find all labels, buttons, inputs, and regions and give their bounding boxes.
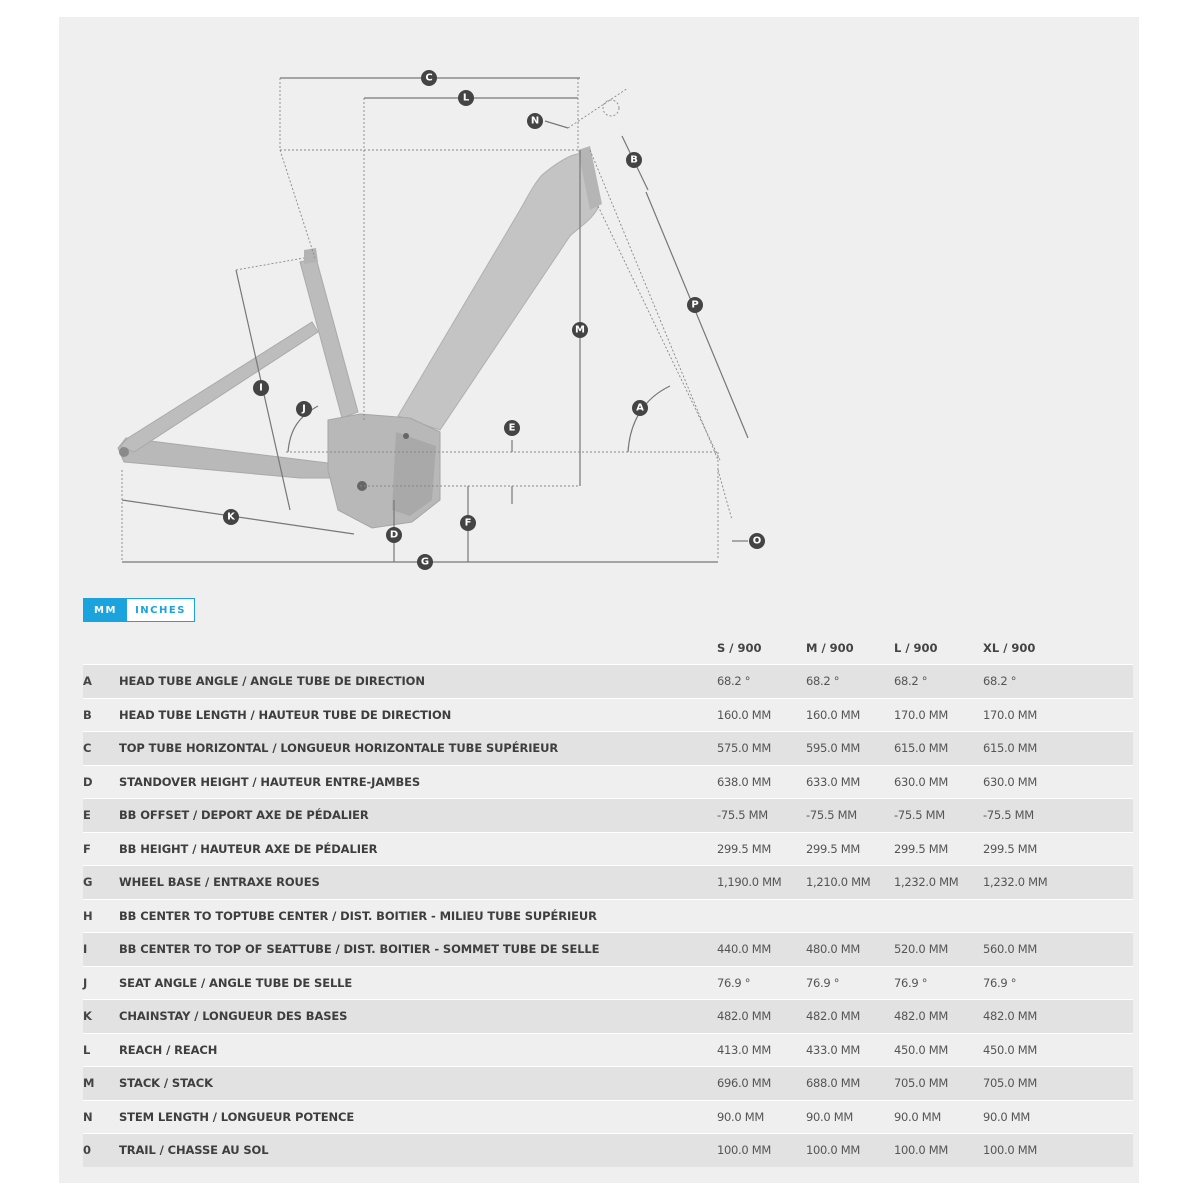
value-s: 638.0 MM xyxy=(717,765,806,799)
column-header-xl: XL / 900 xyxy=(983,641,1036,655)
value-s: 90.0 MM xyxy=(717,1100,806,1134)
table-row xyxy=(83,899,1133,933)
value-s: 482.0 MM xyxy=(717,1000,806,1034)
value-m xyxy=(806,899,894,933)
label-badge-i xyxy=(253,380,269,396)
value-m: 160.0 MM xyxy=(806,698,894,732)
value-xl: 615.0 MM xyxy=(983,732,1133,766)
header-empty xyxy=(83,632,119,665)
value-m: 482.0 MM xyxy=(806,1000,894,1034)
value-m: 299.5 MM xyxy=(806,832,894,866)
table-row xyxy=(83,832,1133,866)
svg-text:N: N xyxy=(530,115,540,127)
table-row xyxy=(83,698,1133,732)
svg-text:K: K xyxy=(227,511,235,523)
value-l: 482.0 MM xyxy=(894,1000,983,1034)
value-l: 68.2 ° xyxy=(894,665,983,699)
row-letter: F xyxy=(83,832,119,866)
row-letter: G xyxy=(83,866,119,900)
row-letter: C xyxy=(83,732,119,766)
value-s: 1,190.0 MM xyxy=(717,866,806,900)
unit-mm-button[interactable]: MM xyxy=(84,599,127,621)
label-badge-d xyxy=(386,527,402,543)
row-letter: B xyxy=(83,698,119,732)
value-l: 520.0 MM xyxy=(894,933,983,967)
value-s: 160.0 MM xyxy=(717,698,806,732)
svg-text:C: C xyxy=(425,72,433,84)
svg-text:O: O xyxy=(752,535,762,547)
label-badge-g xyxy=(417,554,433,570)
row-label: WHEEL BASE / ENTRAXE ROUES xyxy=(119,866,717,900)
value-xl: 1,232.0 MM xyxy=(983,866,1133,900)
svg-text:I: I xyxy=(259,382,263,394)
label-badge-b xyxy=(626,152,642,168)
row-letter: D xyxy=(83,765,119,799)
svg-text:E: E xyxy=(508,422,516,434)
svg-text:B: B xyxy=(630,154,638,166)
bike-frame xyxy=(118,146,602,528)
row-letter: 0 xyxy=(83,1134,119,1167)
table-row xyxy=(83,1033,1133,1067)
value-xl: 68.2 ° xyxy=(983,665,1133,699)
value-l: 450.0 MM xyxy=(894,1033,983,1067)
table-row xyxy=(83,933,1133,967)
column-header-l: L / 900 xyxy=(894,641,938,655)
column-header-m: M / 900 xyxy=(806,641,854,655)
table-row xyxy=(83,966,1133,1000)
row-label: STACK / STACK xyxy=(119,1067,717,1101)
value-l: 1,232.0 MM xyxy=(894,866,983,900)
table-row xyxy=(83,1100,1133,1134)
value-l: 100.0 MM xyxy=(894,1134,983,1167)
label-badge-p xyxy=(687,297,703,313)
column-header-s: S / 900 xyxy=(717,641,762,655)
value-m: 688.0 MM xyxy=(806,1067,894,1101)
svg-text:D: D xyxy=(389,529,399,541)
value-xl: 560.0 MM xyxy=(983,933,1133,967)
value-s xyxy=(717,899,806,933)
value-xl: 170.0 MM xyxy=(983,698,1133,732)
value-s: 76.9 ° xyxy=(717,966,806,1000)
value-l: 299.5 MM xyxy=(894,832,983,866)
label-badge-j xyxy=(296,401,312,417)
value-s: 100.0 MM xyxy=(717,1134,806,1167)
row-label: BB OFFSET / DEPORT AXE DE PÉDALIER xyxy=(119,799,717,833)
value-xl: 482.0 MM xyxy=(983,1000,1133,1034)
label-badge-a xyxy=(632,400,648,416)
row-letter: H xyxy=(83,899,119,933)
table-row xyxy=(83,665,1133,699)
value-l: 76.9 ° xyxy=(894,966,983,1000)
label-badge-e xyxy=(504,420,520,436)
label-badge-n xyxy=(527,113,543,129)
label-badge-f xyxy=(460,515,476,531)
row-label: TRAIL / CHASSE AU SOL xyxy=(119,1134,717,1167)
value-xl: 450.0 MM xyxy=(983,1033,1133,1067)
value-xl: 299.5 MM xyxy=(983,832,1133,866)
row-label: SEAT ANGLE / ANGLE TUBE DE SELLE xyxy=(119,966,717,1000)
row-letter: I xyxy=(83,933,119,967)
table-row xyxy=(83,1000,1133,1034)
row-label: REACH / REACH xyxy=(119,1033,717,1067)
table-row xyxy=(83,1134,1133,1167)
value-m: 480.0 MM xyxy=(806,933,894,967)
table-row xyxy=(83,732,1133,766)
label-badge-k xyxy=(223,509,239,525)
value-l xyxy=(894,899,983,933)
row-letter: J xyxy=(83,966,119,1000)
label-badge-l xyxy=(458,90,474,106)
row-letter: K xyxy=(83,1000,119,1034)
value-m: 433.0 MM xyxy=(806,1033,894,1067)
value-m: 1,210.0 MM xyxy=(806,866,894,900)
value-s: 575.0 MM xyxy=(717,732,806,766)
unit-toggle xyxy=(83,598,195,622)
value-s: 68.2 ° xyxy=(717,665,806,699)
row-label: CHAINSTAY / LONGUEUR DES BASES xyxy=(119,1000,717,1034)
row-letter: N xyxy=(83,1100,119,1134)
row-label: BB HEIGHT / HAUTEUR AXE DE PÉDALIER xyxy=(119,832,717,866)
row-letter: M xyxy=(83,1067,119,1101)
value-m: 90.0 MM xyxy=(806,1100,894,1134)
value-xl: 76.9 ° xyxy=(983,966,1133,1000)
frame-geometry-diagram xyxy=(0,0,1200,590)
svg-text:P: P xyxy=(691,299,699,311)
label-badge-m xyxy=(572,322,588,338)
row-label: STEM LENGTH / LONGUEUR POTENCE xyxy=(119,1100,717,1134)
value-s: 440.0 MM xyxy=(717,933,806,967)
value-xl: 90.0 MM xyxy=(983,1100,1133,1134)
svg-text:J: J xyxy=(302,403,306,415)
label-badge-o xyxy=(749,533,765,549)
value-m: 633.0 MM xyxy=(806,765,894,799)
table-row xyxy=(83,799,1133,833)
svg-text:F: F xyxy=(464,517,472,529)
unit-inches-button[interactable]: INCHES xyxy=(127,599,194,621)
table-header-row xyxy=(83,632,1133,665)
table-row xyxy=(83,1067,1133,1101)
label-badge-c xyxy=(421,70,437,86)
value-s: 696.0 MM xyxy=(717,1067,806,1101)
row-label: BB CENTER TO TOP OF SEATTUBE / DIST. BOITIER - SOMMET TUBE DE SELLE xyxy=(119,933,717,967)
table-body xyxy=(83,665,1133,1167)
value-l: 705.0 MM xyxy=(894,1067,983,1101)
geometry-table xyxy=(83,632,1133,1167)
row-letter: E xyxy=(83,799,119,833)
value-l: 90.0 MM xyxy=(894,1100,983,1134)
value-l: 630.0 MM xyxy=(894,765,983,799)
value-m: 68.2 ° xyxy=(806,665,894,699)
value-m: 595.0 MM xyxy=(806,732,894,766)
row-label: HEAD TUBE LENGTH / HAUTEUR TUBE DE DIRECTION xyxy=(119,698,717,732)
value-s: 413.0 MM xyxy=(717,1033,806,1067)
value-m: 100.0 MM xyxy=(806,1134,894,1167)
table-row xyxy=(83,866,1133,900)
value-m: 76.9 ° xyxy=(806,966,894,1000)
row-label: TOP TUBE HORIZONTAL / LONGUEUR HORIZONTALE TUBE SUPÉRIEUR xyxy=(119,732,717,766)
value-l: -75.5 MM xyxy=(894,799,983,833)
svg-text:M: M xyxy=(575,324,585,336)
value-s: 299.5 MM xyxy=(717,832,806,866)
value-xl: -75.5 MM xyxy=(983,799,1133,833)
header-empty xyxy=(119,632,717,665)
value-m: -75.5 MM xyxy=(806,799,894,833)
row-label: STANDOVER HEIGHT / HAUTEUR ENTRE-JAMBES xyxy=(119,765,717,799)
row-label: BB CENTER TO TOPTUBE CENTER / DIST. BOITIER - MILIEU TUBE SUPÉRIEUR xyxy=(119,899,717,933)
value-l: 615.0 MM xyxy=(894,732,983,766)
row-label: HEAD TUBE ANGLE / ANGLE TUBE DE DIRECTION xyxy=(119,665,717,699)
value-xl: 630.0 MM xyxy=(983,765,1133,799)
value-xl: 100.0 MM xyxy=(983,1134,1133,1167)
svg-text:G: G xyxy=(420,556,430,568)
row-letter: A xyxy=(83,665,119,699)
table-row xyxy=(83,765,1133,799)
value-l: 170.0 MM xyxy=(894,698,983,732)
value-s: -75.5 MM xyxy=(717,799,806,833)
svg-text:L: L xyxy=(462,92,470,104)
value-xl xyxy=(983,899,1133,933)
svg-text:A: A xyxy=(636,402,644,414)
row-letter: L xyxy=(83,1033,119,1067)
value-xl: 705.0 MM xyxy=(983,1067,1133,1101)
